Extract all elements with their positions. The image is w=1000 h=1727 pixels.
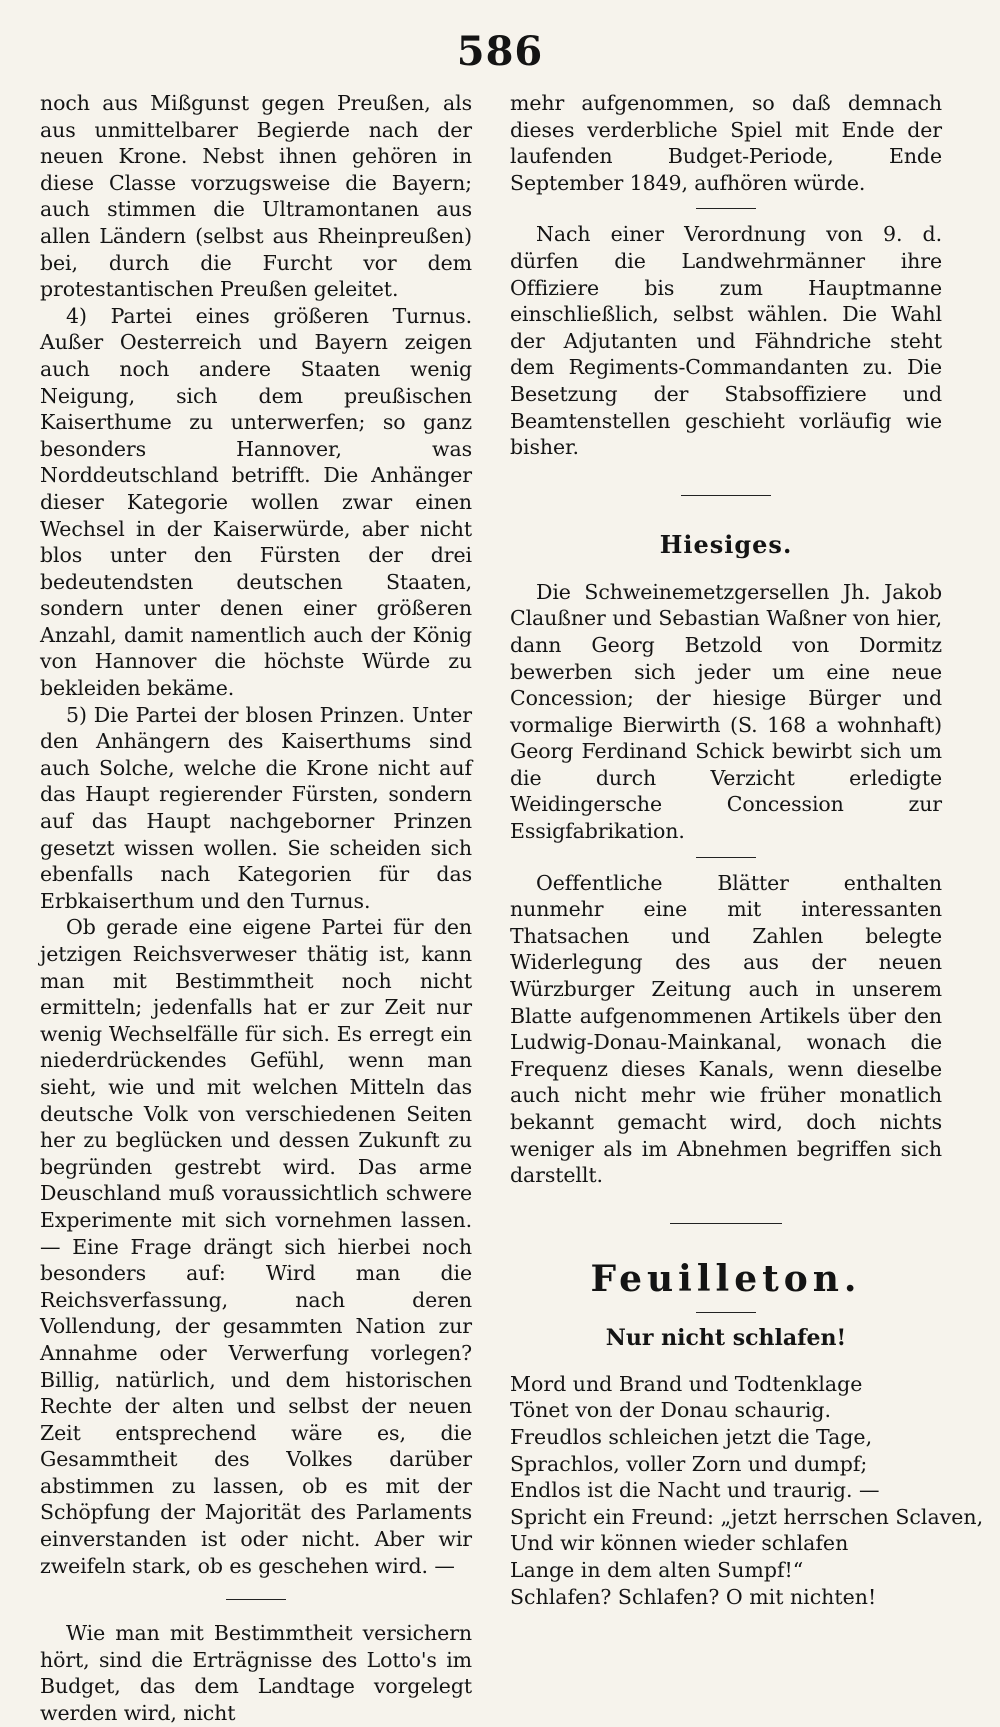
article-paragraph: Die Schweinemetzgersellen Jh. Jakob Claußner und Sebastian Waßner von hier, dann Georg Betzold von Dormitz bewerben sich jeder um eine neue Concession; der hiesige Bürger und vormalige Bierwirth (S. 168 a wohnhaft) Georg Ferdinand Schick bewirbt sich um die durch Verzicht erledigte Weidingersche Concession zur Essigfabrikation.	[510, 579, 942, 844]
right-column	[510, 90, 984, 1610]
feuilleton-title: Feuilleton.	[590, 1257, 862, 1300]
poem-line: Freudlos schleichen jetzt die Tage,	[510, 1424, 873, 1449]
article-paragraph: Nach einer Verordnung von 9. d. dürfen die Landwehrmänner ihre Offiziere bis zum Hauptmanne einschließlich, selbst wählen. Die Wahl der Adjutanten und Fähndriche steht dem Regiments-Commandanten zu. Die Besetzung der Stabsoffiziere und Beamtenstellen geschieht vorläufig wie bisher.	[510, 222, 942, 460]
left-column	[40, 90, 472, 1727]
article-paragraph: Oeffentliche Blätter enthalten nunmehr eine mit interessanten Thatsachen und Zahlen belegte Widerlegung des aus der neuen Würzburger Zeitung auch in unserem Blatte aufgenommenen Artikels über den Ludwig-Donau-Mainkanal, wonach die Frequenz dieses Kanals, wenn dieselbe auch nicht mehr wie früher monatlich bekannt gemacht wird, doch nichts weniger als im Abnehmen begriffen sich darstellt.	[510, 870, 942, 1188]
page-number: 586	[456, 28, 544, 75]
poem-line: Endlos ist die Nacht und traurig. —	[510, 1478, 880, 1503]
article-paragraph: Ob gerade eine eigene Partei für den jetzigen Reichsverweser thätig ist, kann man mit Bestimmtheit noch nicht ermitteln; jedenfalls hat er zur Zeit nur wenig Wechselfälle für sich. Es erregt ein niederdrückendes Gefühl, wenn man sieht, wie und mit welchen Mitteln das deutsche Volk von verschiedenen Seiten her zu beglücken und dessen Zukunft zu begründen gestrebt wird. Das arme Deuschland muß voraussichtlich schwere Experimente mit sich vornehmen lassen. — Eine Frage drängt sich hierbei noch besonders auf: Wird man die Reichsverfassung, nach deren Vollendung, der gesammten Nation zur Annahme oder Verwerfung vorlegen? Billig, natürlich, und dem historischen Rechte der alten und selbst der neuen Zeit entsprechend wäre es, die Gesammtheit des Volkes darüber abstimmen zu lassen, ob es mit der Schöpfung der Majorität des Parlaments einverstanden ist oder nicht. Aber wir zweifeln stark, ob es geschehen wird. —	[40, 915, 472, 1578]
section-title-hiesiges: Hiesiges.	[659, 529, 793, 559]
poem	[510, 1371, 984, 1610]
poem-line: Schlafen? Schlafen? O mit nichten!	[510, 1584, 877, 1609]
poem-line: Lange in dem alten Sumpf!“	[510, 1557, 804, 1582]
article-paragraph: Wie man mit Bestimmtheit versichern hört, sind die Erträgnisse des Lotto's im Budget, das dem Landtage vorgelegt werden wird, nicht	[40, 1621, 472, 1726]
poem-line: Tönet von der Donau schaurig.	[510, 1398, 832, 1423]
article-paragraph: noch aus Mißgunst gegen Preußen, als aus unmittelbarer Begierde nach der neuen Krone. Nebst ihnen gehören in diese Classe vorzugsweise die Bayern; auch stimmen die Ultramontanen aus allen Ländern (selbst aus Rheinpreußen) bei, durch die Furcht vor dem protestantischen Preußen geleitet.	[40, 91, 472, 302]
article-paragraph: mehr aufgenommen, so daß demnach dieses verderbliche Spiel mit Ende der laufenden Budget-Periode, Ende September 1849, aufhören würde.	[510, 91, 942, 195]
poem-line: Und wir können wieder schlafen	[510, 1531, 849, 1556]
article-paragraph: 4) Partei eines größeren Turnus. Außer Oesterreich und Bayern zeigen auch noch andere Staaten wenig Neigung, sich dem preußischen Kaiserthume zu unterwerfen; so ganz besonders Hannover, was Norddeutschland betrifft. Die Anhänger dieser Kategorie wollen zwar einen Wechsel in der Kaiserwürde, aber nicht blos unter den Fürsten der drei bedeutendsten deutschen Staaten, sondern unter denen einer größeren Anzahl, damit namentlich auch der König von Hannover die höchste Würde zu bekleiden bekäme.	[40, 303, 472, 701]
poem-line: Mord und Brand und Todtenklage	[510, 1371, 863, 1396]
poem-line: Spricht ein Freund: „jetzt herrschen Sclaven,	[510, 1504, 984, 1529]
poem-line: Sprachlos, voller Zorn und dumpf;	[510, 1451, 868, 1476]
poem-title: Nur nicht schlafen!	[605, 1324, 847, 1351]
article-paragraph: 5) Die Partei der blosen Prinzen. Unter den Anhängern des Kaiserthums sind auch Solche, welche die Krone nicht auf das Haupt regierender Fürsten, sondern auf das Haupt nachgeborner Prinzen gesetzt wissen wollen. Sie scheiden sich ebenfalls nach Kategorien für das Erbkaiserthum und den Turnus.	[40, 702, 472, 913]
